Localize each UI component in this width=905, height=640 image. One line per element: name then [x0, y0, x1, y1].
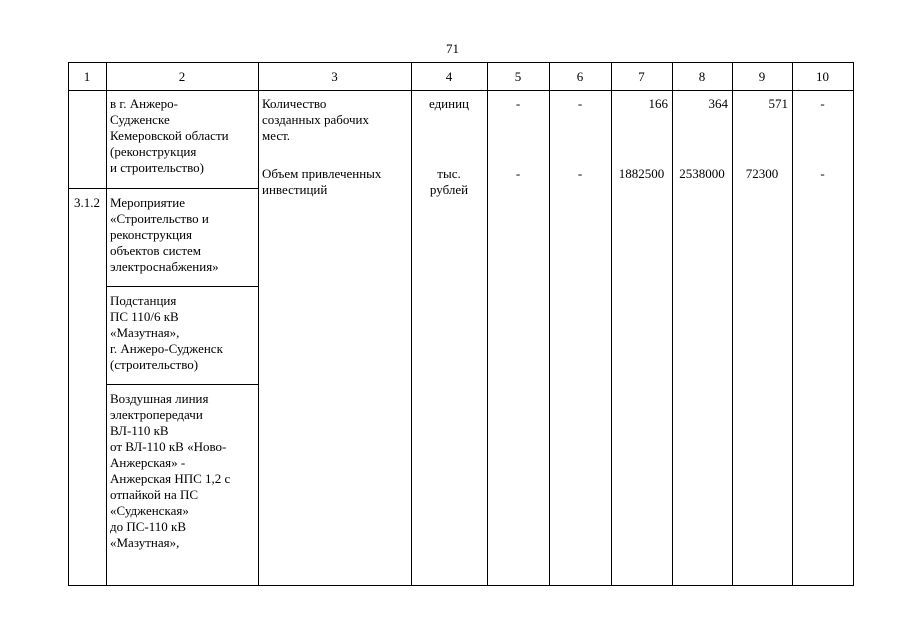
indicator-value: 1882500 — [618, 166, 665, 181]
indicator-value: - — [820, 96, 825, 111]
indicator-value: - — [577, 96, 583, 111]
column-header: 8 — [698, 69, 706, 84]
column-divider — [549, 62, 550, 586]
table-border-right — [853, 62, 854, 586]
column-header: 9 — [758, 69, 766, 84]
indicator-value: - — [515, 166, 521, 181]
column-header: 4 — [445, 69, 453, 84]
header-row-divider — [68, 90, 854, 91]
column-header: 2 — [178, 69, 186, 84]
power-line-description: Воздушная линия электропередачи ВЛ-110 кВ от ВЛ-110 кВ «Ново- Анжерская» - Анжерская НПС 1,2 с отпайкой на ПС «Судженская» до ПС-110 кВ «Мазутная», — [110, 391, 231, 550]
column-header: 3 — [331, 69, 338, 84]
page-number: 71 — [446, 41, 459, 56]
column-header: 1 — [83, 69, 91, 84]
substation-description: Подстанция ПС 110/6 кВ «Мазутная», г. Анжеро-Судженск (строительство) — [110, 293, 223, 372]
column-header: 7 — [638, 69, 645, 84]
indicator-value: - — [820, 166, 825, 181]
row-divider-col2 — [106, 286, 259, 287]
column-divider — [258, 62, 259, 586]
indicator-value: - — [577, 166, 583, 181]
row-divider-col1-2 — [68, 188, 259, 189]
column-divider — [672, 62, 673, 586]
column-divider — [732, 62, 733, 586]
column-header: 10 — [816, 69, 829, 84]
indicator-unit: единиц — [428, 96, 470, 111]
indicator-value: 2538000 — [679, 166, 725, 181]
column-header: 6 — [576, 69, 584, 84]
row-divider-col2 — [106, 384, 259, 385]
table-border-top — [68, 62, 854, 63]
table-border-left — [68, 62, 69, 586]
column-divider — [106, 62, 107, 586]
indicator-value: 571 — [768, 96, 788, 111]
column-divider — [487, 62, 488, 586]
data-table — [68, 62, 854, 586]
indicator-value: 364 — [708, 96, 728, 111]
column-divider — [792, 62, 793, 586]
column-header: 5 — [514, 69, 522, 84]
indicator-name: Объем привлеченных инвестиций — [262, 166, 382, 197]
indicator-name: Количество созданных рабочих мест. — [262, 96, 369, 143]
event-description: Мероприятие «Строительство и реконструкция объектов систем электроснабжения» — [110, 195, 219, 274]
column-divider — [411, 62, 412, 586]
column-divider — [611, 62, 612, 586]
indicator-unit: тыс. рублей — [429, 166, 469, 197]
indicator-value: - — [515, 96, 521, 111]
item-number: 3.1.2 — [74, 195, 100, 210]
object-location-text: в г. Анжеро- Судженске Кемеровской области (реконструкция и строительство) — [110, 96, 229, 175]
table-border-bottom — [68, 585, 854, 586]
indicator-value: 166 — [648, 96, 668, 111]
indicator-value: 72300 — [745, 166, 779, 181]
